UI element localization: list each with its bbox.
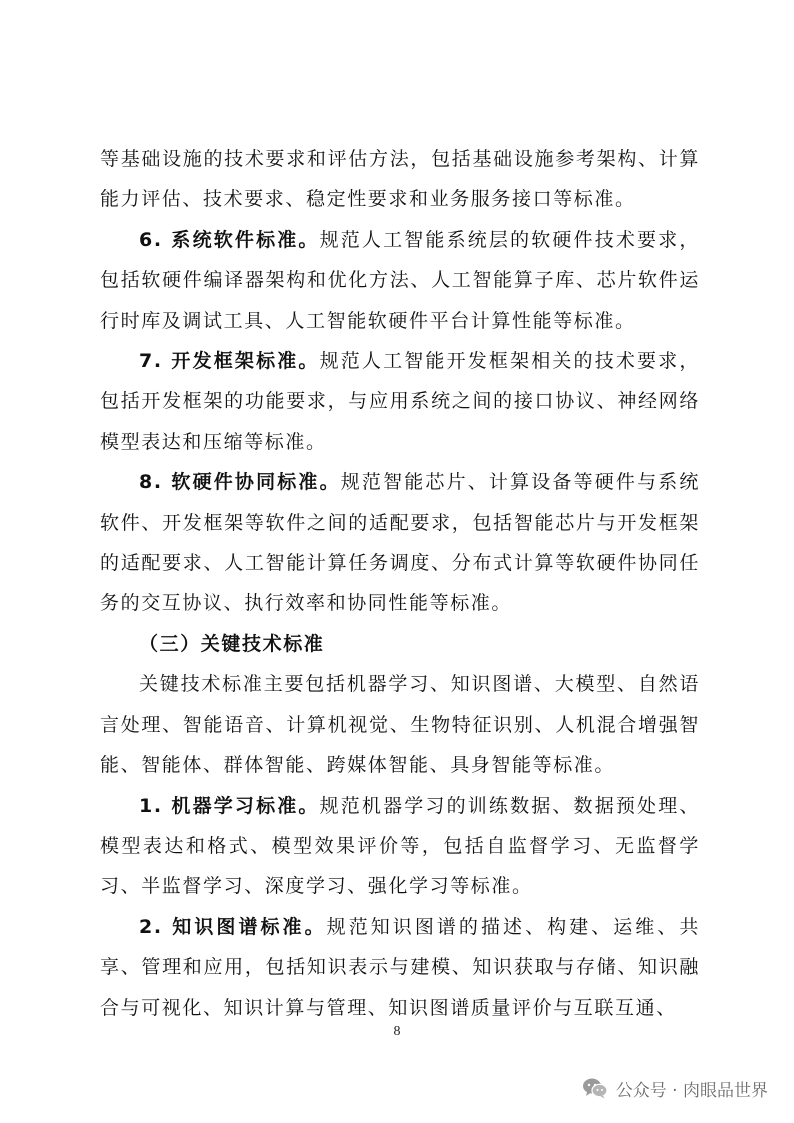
paragraph-system-software <box>100 220 700 341</box>
paragraph-text: 规范智能芯片、计算设备等硬件与系统软件、开发框架等软件之间的适配要求，包括智能芯片与开发框架的适配要求、人工智能计算任务调度、分布式计算等软硬件协同任务的交互协议、执行效率和协同性能等标准。 <box>100 471 701 615</box>
paragraph-hw-sw-coop <box>100 462 700 624</box>
item-lead-knowledge-graph: 2. 知识图谱标准。 <box>139 915 327 938</box>
item-lead-system-software: 6. 系统软件标准。 <box>139 228 320 251</box>
paragraph-text: 等基础设施的技术要求和评估方法，包括基础设施参考架构、计算能力评估、技术要求、稳定性要求和业务服务接口等标准。 <box>100 148 700 211</box>
paragraph-text: 关键技术标准主要包括机器学习、知识图谱、大模型、自然语言处理、智能语音、计算机视觉、生物特征识别、人机混合增强智能、智能体、群体智能、跨媒体智能、具身智能等标准。 <box>100 673 700 777</box>
paragraph-text: 规范机器学习的训练数据、数据预处理、模型表达和格式、模型效果评价等，包括自监督学习、无监督学习、半监督学习、深度学习、强化学习等标准。 <box>100 794 700 898</box>
paragraph-machine-learning <box>100 786 700 907</box>
item-lead-machine-learning: 1. 机器学习标准。 <box>139 794 320 817</box>
paragraph-knowledge-graph <box>100 907 700 1028</box>
paragraph-text: 规范人工智能开发框架相关的技术要求，包括开发框架的功能要求，与应用系统之间的接口协议、神经网络模型表达和压缩等标准。 <box>100 350 700 453</box>
wechat-icon <box>582 1077 608 1099</box>
paragraph-text: 规范知识图谱的描述、构建、运维、共享、管理和应用，包括知识表示与建模、知识获取与存储、知识融合与可视化、知识计算与管理、知识图谱质量评价与互联互通、 <box>100 915 700 1019</box>
paragraph-infrastructure-continued <box>100 139 700 220</box>
paragraph-text: 规范人工智能系统层的软硬件技术要求，包括软硬件编译器架构和优化方法、人工智能算子库、芯片软件运行时库及调试工具、人工智能软硬件平台计算性能等标准。 <box>100 228 700 332</box>
item-lead-hw-sw-coop: 8. 软硬件协同标准。 <box>139 471 341 494</box>
body-text <box>100 139 700 1028</box>
section-heading: （三）关键技术标准 <box>139 632 325 655</box>
paragraph-dev-framework <box>100 341 700 462</box>
item-lead-dev-framework: 7. 开发框架标准。 <box>139 350 320 373</box>
watermark-text: 公众号 · 肉眼品世界 <box>615 1080 768 1101</box>
watermark <box>582 1072 768 1104</box>
paragraph-key-tech-intro <box>100 664 700 785</box>
page-number: 8 <box>393 1024 401 1039</box>
